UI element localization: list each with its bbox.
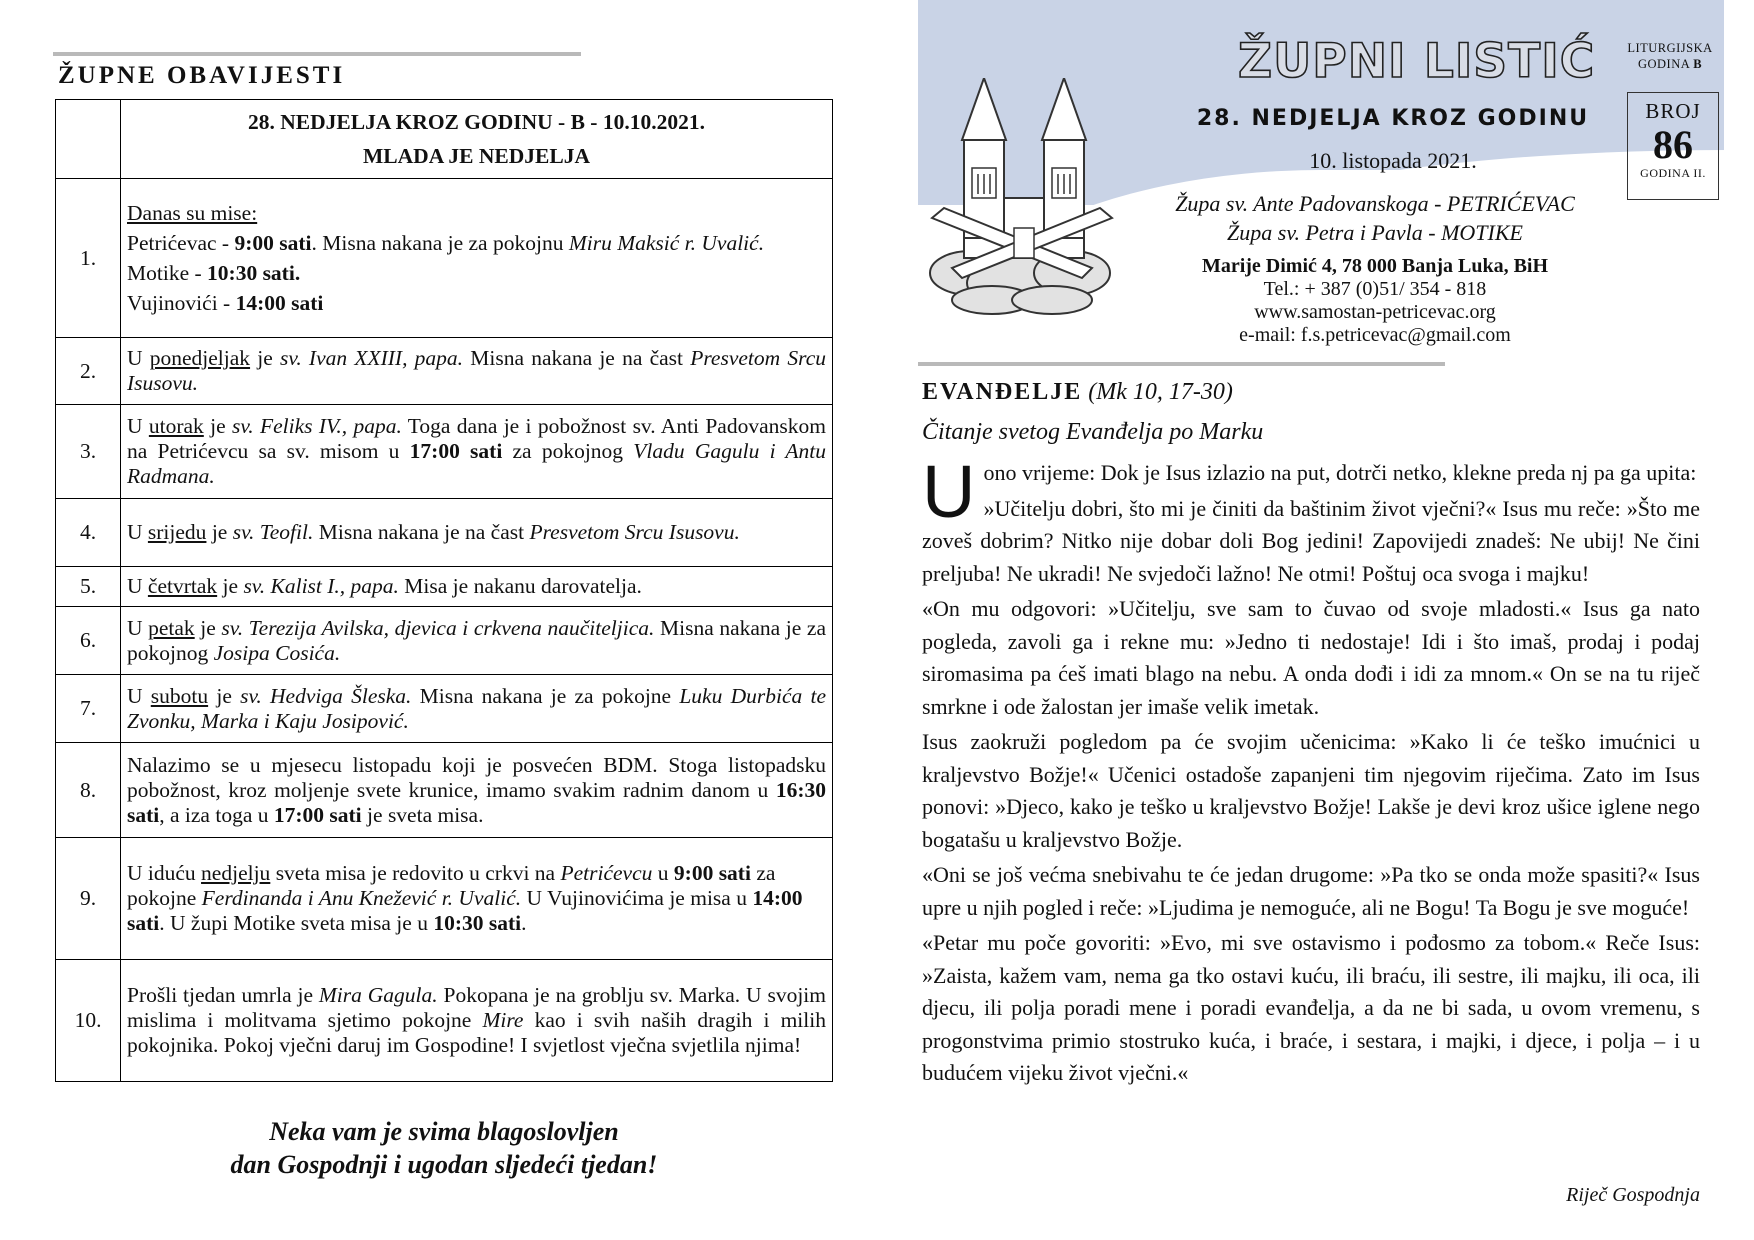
table-row [56,405,833,499]
row-text: U utorak je sv. Feliks IV., papa. Toga dana je i pobožnost sv. Anti Padovanskom na Petrićevcu sa sv. misom u 17:00 sati za pokojnog Vladu Gagulu i Antu Radmana. [121,405,833,499]
row-text: Danas su mise: Petrićevac - 9:00 sati. Misna nakana je za pokojnu Miru Maksić r. Uvalić. Motike - 10:30 sati. Vujinovići - 14:00 sati [121,179,833,338]
row-number: 2. [56,338,121,405]
gospel-subtitle: Čitanje svetog Evanđelja po Marku [922,419,1264,445]
row-number: 6. [56,607,121,675]
row-number: 3. [56,405,121,499]
table-row [56,675,833,743]
closing-blessing: Neka vam je svima blagoslovljen dan Gospodnji i ugodan sljedeći tjedan! [230,1117,658,1179]
table-row [56,838,833,960]
table-row [56,567,833,607]
row-text: Nalazimo se u mjesecu listopadu koji je posvećen BDM. Stoga listopadsku pobožnost, kroz moljenje svete krunice, imamo svakim radnim danom u 16:30 sati, a iza toga u 17:00 sati je sveta misa. [121,743,833,838]
announcements-heading: ŽUPNE OBAVIJESTI [58,62,346,89]
row-text: U srijedu je sv. Teofil. Misna nakana je na čast Presvetom Srcu Isusovu. [121,499,833,567]
gospel-paragraph: »Učitelju dobri, što mi je činiti da baštinim život vječni?« Isus mu reče: »Što me zoveš dobrim? Nitko nije dobar doli Bog jedini! Zapovijedi znadeš: Ne ubij! Ne čini preljuba! Ne ukradi! Ne svjedoči lažno! Ne otmi! Poštuj oca svoga i majku! [922,495,1700,586]
row-number: 5. [56,567,121,607]
row-text: U ponedjeljak je sv. Ivan XXIII, papa. Misna nakana je na čast Presvetom Srcu Isusovu. [121,338,833,405]
table-header-row [56,100,833,179]
row-text: Prošli tjedan umrla je Mira Gagula. Pokopana je na groblju sv. Marka. U svojim mislima i molitvama sjetimo pokojne Mire kao i svih naših dragih i milih pokojnika. Pokoj vječni daruj im Gospodine! I svjetlost vječna svjetlila njima! [121,960,833,1082]
issue-number: 86 [1653,122,1693,167]
parish-names: Župa sv. Ante Padovanskoga - PETRIĆEVAC Župa sv. Petra i Pavla - MOTIKE [1175,191,1575,245]
table-header [121,100,833,179]
row-text: U subotu je sv. Hedviga Šleska. Misna nakana je za pokojne Luku Durbića te Zvonku, Marka i Kaju Josipović. [121,675,833,743]
issue-date: 10. listopada 2021. [1309,148,1477,173]
row-number: 9. [56,838,121,960]
row-text: U iduću nedjelju sveta misa je redovito u crkvi na Petrićevcu u 9:00 sati za pokojne Ferdinanda i Anu Knežević r. Uvalić. U Vujinovićima je misa u 14:00 sati. U župi Motike sveta misa je u 10:30 sati. [121,838,833,960]
gospel-paragraph: «On mu odgovori: »Učitelju, sve sam to čuvao od svoje mladosti.« Isus ga nato pogleda, zavoli ga i rekne mu: »Jedno ti nedostaje! Idi i što imaš, prodaj i podaj siromasima pa ćeš imati blago na nebu. A onda dođi i idi za mnom.« On se na tu riječ smrkne i ode žalostan jer imaše velik imetak. [922,596,1700,719]
liturgical-year: LITURGIJSKA GODINA B [1627,41,1713,71]
row-number: 8. [56,743,121,838]
table-row [56,179,833,338]
top-rule [53,52,581,56]
table-row [56,607,833,675]
church-logo [922,78,1122,318]
announcements-table [55,99,833,1082]
row-number: 4. [56,499,121,567]
gospel-text: Uono vrijeme: Dok je Isus izlazio na put, dotrči netko, klekne preda nj pa ga upita: »Učitelju dobri, što mi je činiti da baštinim život vječni?« Isus mu reče: »Što me zoveš dobrim? Nitko nije dobar doli Bog jedini! Zapovijedi znadeš: Ne ubij! Ne čini preljuba! Ne ukradi! Ne svjedoči lažno! Ne otmi! Poštuj oca svoga i majku! «On mu odgovori: »Učitelju, sve sam to čuvao od svoje mladosti.« Isus ga nato pogleda, zavoli ga i rekne mu: »Jedno ti nedostaje! Idi i što imaš, prodaj i podaj siromasima pa ćeš imati blago na nebu. A onda dođi i idi za mnom.« On se na tu riječ smrkne i ode žalostan jer imaše velik imetak. Isus zaokruži pogledom pa će svojim učenicima: »Kako li će teško imućnici u kraljevstvo Božje!« Učenici ostadoše zapanjeni tim njegovim riječima. Zato im Isus ponovi: »Djeco, kako je teško u kraljevstvo Božje! Lakše je devi kroz ušice iglene nego bogatašu u kraljevstvo Božje. «Oni se još većma snebivahu te će jedan drugome: »Pa tko se onda može spasiti?« Isus upre u njih pogled i reče: »Ljudima je nemoguće, ali ne Bogu! Ta Bogu je sve moguće! «Petar mu poče govoriti: »Evo, mi sve ostavismo i pođosmo za tobom.« Reče Isus: »Zaista, kažem vam, nema ga tko ostavi kuću, ili braću, ili sestre, ili majku, ili oca, ili djecu, ili polja poradi mene i poradi evanđelja, a da ne bi sada, u ovom vremenu, s progonstvima primio stostruko kuća, i braće, i sestara, i majki, i djece, i polja – i u budućem vijeku život vječni.« [922,457,1700,1093]
liturgical-sunday: 28. NEDJELJA KROZ GODINU [1196,106,1590,131]
row-text: U petak je sv. Terezija Avilska, djevica i crkvena naučiteljica. Misna nakana je za pokojnog Josipa Cosića. [121,607,833,675]
table-row [56,338,833,405]
header-line-1: 28. NEDJELJA KROZ GODINU - B - 10.10.2021. [248,110,705,134]
telephone: Tel.: + 387 (0)51/ 354 - 818 [1263,278,1487,300]
table-row [56,499,833,567]
gospel-heading: EVANĐELJE (Mk 10, 17-30) [922,379,1233,405]
table-row [56,960,833,1082]
contact-block [1130,255,1620,347]
gospel-paragraph: «Oni se još većma snebivahu te će jedan drugome: »Pa tko se onda može spasiti?« Isus upre u njih pogled i reče: »Ljudima je nemoguće, ali ne Bogu! Ta Bogu je sve moguće! [922,862,1700,920]
website-link[interactable]: www.samostan-petricevac.org [1254,301,1496,323]
row-text: U četvrtak je sv. Kalist I., papa. Misa je nakanu darovatelja. [121,567,833,607]
header-line-2: MLADA JE NEDJELJA [363,144,590,168]
gospel-closing: Riječ Gospodnja [1566,1184,1700,1206]
row-number: 1. [56,179,121,338]
drop-cap: U [922,450,976,533]
table-row [56,743,833,838]
bulletin-title: ŽUPNI LISTIĆ [1238,34,1596,89]
row-number: 7. [56,675,121,743]
address: Marije Dimić 4, 78 000 Banja Luka, BiH [1201,255,1549,277]
email-link[interactable]: e-mail: f.s.petricevac@gmail.com [1239,324,1511,346]
gospel-paragraph: Isus zaokruži pogledom pa će svojim učenicima: »Kako li će teško imućnici u kraljevstvo Božje!« Učenici ostadoše zapanjeni tim njegovim riječima. Zato im Isus ponovi: »Djeco, kako je teško u kraljevstvo Božje! Lakše je devi kroz ušice iglene nego bogatašu u kraljevstvo Božje. [922,729,1700,852]
row-number: 10. [56,960,121,1082]
gospel-paragraph: «Petar mu poče govoriti: »Evo, mi sve ostavismo i pođosmo za tobom.« Reče Isus: »Zaista, kažem vam, nema ga tko ostavi kuću, ili braću, ili sestre, ili majku, ili oca, ili djecu, ili polja poradi mene i poradi evanđelja, a da ne bi sada, u ovom vremenu, s progonstvima primio stostruko kuća, i braće, i sestara, i majki, i djece, i polja – i u budućem vijeku život vječni.« [922,930,1700,1085]
issue-number-box: BROJ 86 GODINA II. [1627,92,1719,200]
header-rule [918,362,1445,366]
